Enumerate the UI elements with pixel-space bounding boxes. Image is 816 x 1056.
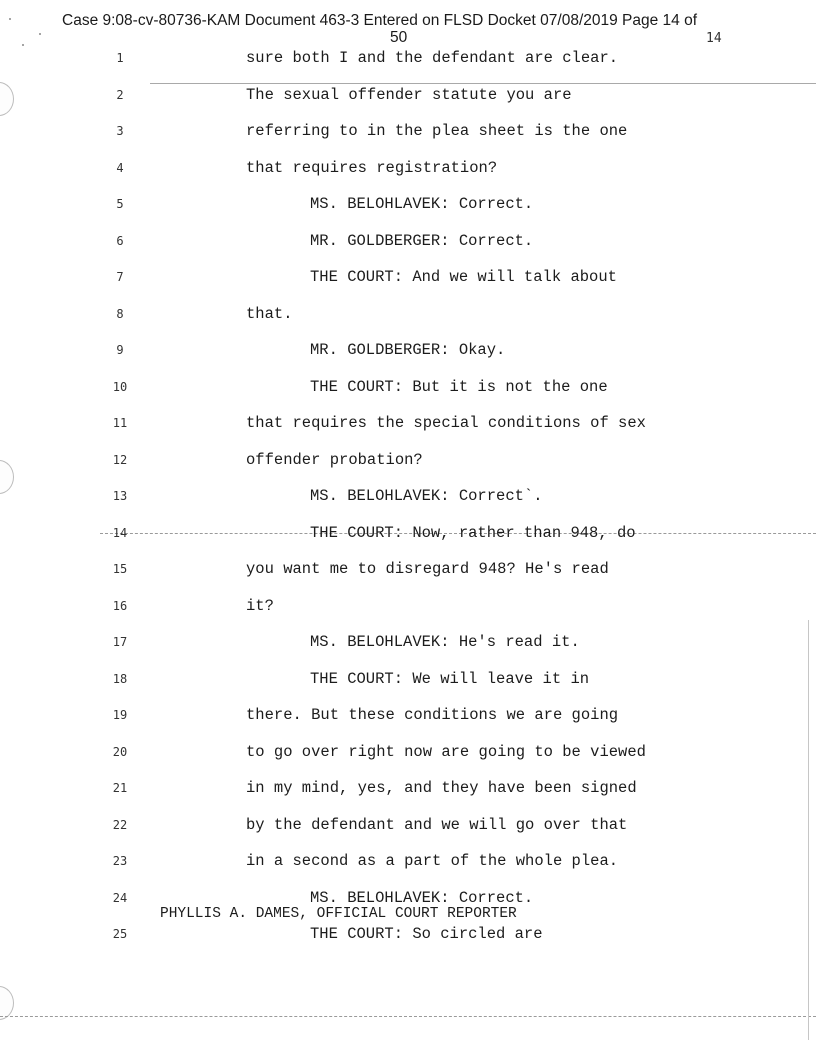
line-text: referring to in the plea sheet is the one xyxy=(246,122,628,140)
line-number: 24 xyxy=(112,890,128,905)
line-text: in a second as a part of the whole plea. xyxy=(246,852,619,870)
line-text: MS. BELOHLAVEK: Correct. xyxy=(310,195,534,213)
transcript-line xyxy=(0,331,816,367)
line-number: 2 xyxy=(116,87,124,102)
line-text: MR. GOLDBERGER: Okay. xyxy=(310,341,506,359)
line-number: 21 xyxy=(112,781,128,795)
docket-stamp-page-total: 50 xyxy=(390,29,408,46)
line-text: THE COURT: And we will talk about xyxy=(310,268,617,286)
line-text: it? xyxy=(246,596,274,615)
line-text: THE COURT: We will leave it in xyxy=(310,669,590,688)
line-number: 8 xyxy=(116,306,124,321)
transcript-line xyxy=(0,112,816,148)
transcript-line xyxy=(0,514,816,550)
transcript-line xyxy=(0,295,816,331)
transcript-line xyxy=(0,404,816,440)
line-number: 13 xyxy=(112,489,128,503)
line-number: 7 xyxy=(116,270,124,284)
line-text: MR. GOLDBERGER: Correct. xyxy=(310,231,534,250)
docket-stamp-line: Case 9:08-cv-80736-KAM Document 463-3 Entered on FLSD Docket 07/08/2019 Page 14 of xyxy=(62,12,698,29)
transcript-line xyxy=(0,441,816,477)
transcript-line xyxy=(0,222,816,258)
transcript-line xyxy=(0,185,816,221)
transcript-line xyxy=(0,550,816,586)
line-text: The sexual offender statute you are xyxy=(246,85,572,104)
line-number: 11 xyxy=(112,416,128,430)
line-number: 23 xyxy=(112,854,128,868)
line-number: 5 xyxy=(116,197,124,211)
transcript-line xyxy=(0,660,816,696)
line-text: sure both I and the defendant are clear. xyxy=(246,49,619,67)
line-text: that. xyxy=(246,304,293,323)
line-text: THE COURT: So circled are xyxy=(310,925,543,943)
line-text: there. But these conditions we are going xyxy=(246,706,619,724)
line-number: 10 xyxy=(112,379,128,394)
line-text: THE COURT: But it is not the one xyxy=(310,377,608,396)
court-reporter-footer: PHYLLIS A. DAMES, OFFICIAL COURT REPORTER xyxy=(160,906,517,922)
transcript-line xyxy=(0,258,816,294)
transcript-page-number: 14 xyxy=(706,31,722,46)
transcript-line xyxy=(0,696,816,732)
line-text: by the defendant and we will go over that xyxy=(246,815,628,834)
transcript-line xyxy=(0,368,816,404)
line-number: 14 xyxy=(112,525,128,540)
line-number: 9 xyxy=(116,343,124,357)
transcript-line xyxy=(0,733,816,769)
line-number: 6 xyxy=(116,233,124,248)
line-number: 3 xyxy=(116,124,124,138)
transcript-line xyxy=(0,769,816,805)
transcript-line xyxy=(0,149,816,185)
transcript-line xyxy=(0,806,816,842)
transcript-line xyxy=(0,39,816,75)
transcript-line xyxy=(0,623,816,659)
line-text: in my mind, yes, and they have been signed xyxy=(246,779,637,797)
line-text: offender probation? xyxy=(246,450,423,469)
transcript-line xyxy=(0,842,816,878)
line-text: MS. BELOHLAVEK: Correct`. xyxy=(310,487,543,505)
transcript-line xyxy=(0,477,816,513)
line-number: 18 xyxy=(112,671,128,686)
line-number: 4 xyxy=(116,160,124,175)
line-number: 17 xyxy=(112,635,128,649)
line-number: 1 xyxy=(116,51,124,65)
transcript-line xyxy=(0,76,816,112)
line-number: 15 xyxy=(112,562,128,576)
line-text: that requires registration? xyxy=(246,158,498,177)
line-number: 22 xyxy=(112,817,128,832)
line-number: 20 xyxy=(112,744,128,759)
line-number: 12 xyxy=(112,452,128,467)
line-number: 19 xyxy=(112,708,128,722)
line-text: MS. BELOHLAVEK: He's read it. xyxy=(310,633,580,651)
line-text: THE COURT: Now, rather than 948, do xyxy=(310,523,636,542)
line-text: to go over right now are going to be viewed xyxy=(246,742,646,761)
line-number: 25 xyxy=(112,927,128,941)
line-number: 16 xyxy=(112,598,128,613)
line-text: that requires the special conditions of sex xyxy=(246,414,646,432)
line-text: MS. BELOHLAVEK: Correct. xyxy=(310,888,534,907)
transcript-line xyxy=(0,587,816,623)
line-text: you want me to disregard 948? He's read xyxy=(246,560,609,578)
